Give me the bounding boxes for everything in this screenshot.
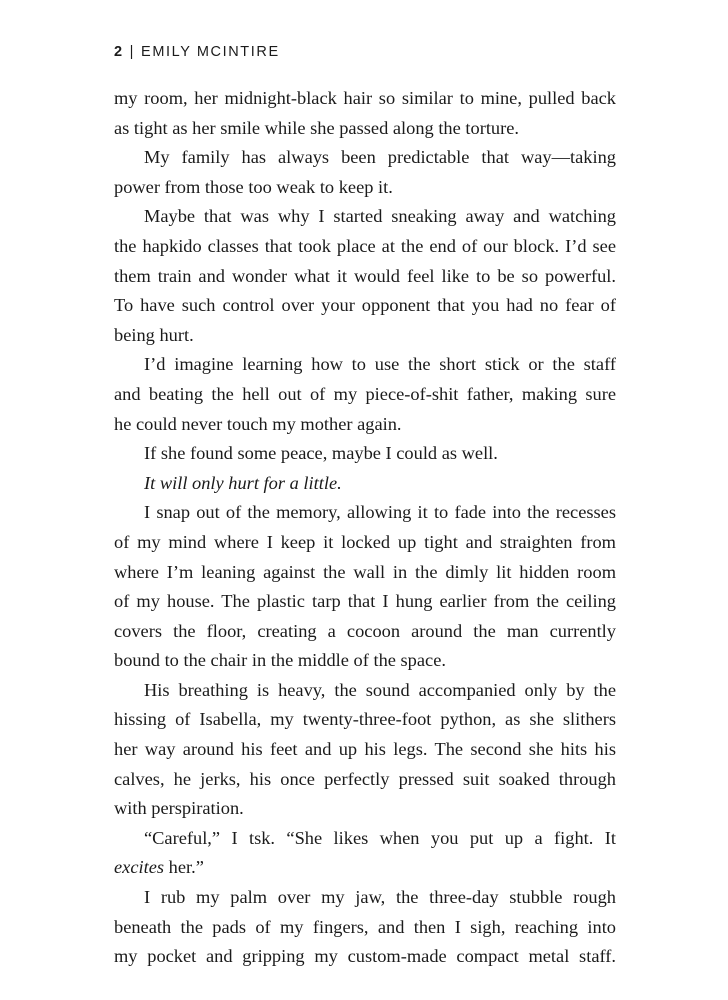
body-text [114,84,616,972]
italic-text-line: It will only hurt for a little. [144,472,342,493]
text-line: calves, he jerks, his once perfectly pressed suit soaked through [114,768,616,789]
text-line: he could never touch my mother again. [114,413,402,434]
text-line-with-emphasis [114,853,616,883]
text-line: my pocket and gripping my custom-made compact metal staff. [114,946,616,967]
text-fragment: her.” [164,857,204,878]
text-line: To have such control over your opponent that you had no fear of [114,295,616,316]
text-line: power from those too weak to keep it. [114,176,393,197]
text-line: beneath the pads of my fingers, and then I sigh, reaching into [114,916,616,937]
header-separator: | [129,44,136,60]
text-line: as tight as her smile while she passed along the torture. [114,117,520,138]
italic-emphasis: excites [114,857,165,878]
text-line: her way around his feet and up his legs. The second she hits his [114,739,616,760]
text-line: I rub my palm over my jaw, the three-day stubble rough [144,887,616,908]
text-line: bound to the chair in the middle of the space. [114,650,446,671]
author-name: EMILY MCINTIRE [141,44,280,60]
text-line: and beating the hell out of my piece-of-shit father, making sure [114,383,616,404]
text-line: If she found some peace, maybe I could as well. [144,443,498,464]
text-line: being hurt. [114,324,194,345]
running-head [114,44,280,60]
text-line: Maybe that was why I started sneaking away and watching [144,206,616,227]
text-line: covers the floor, creating a cocoon around the man currently [114,620,616,641]
text-line: I snap out of the memory, allowing it to fade into the recesses [144,502,616,523]
text-line: of my mind where I keep it locked up tight and straighten from [114,531,616,552]
text-line: of my house. The plastic tarp that I hung earlier from the ceiling [114,591,616,612]
text-line: them train and wonder what it would feel like to be so powerful. [114,265,616,286]
text-line: His breathing is heavy, the sound accompanied only by the [144,679,616,700]
text-line: hissing of Isabella, my twenty-three-foot python, as she slithers [114,709,616,730]
text-line: “Careful,” I tsk. “She likes when you put up a fight. It [144,827,616,848]
text-line: I’d imagine learning how to use the short stick or the staff [144,354,616,375]
text-line: the hapkido classes that took place at the end of our block. I’d see [114,235,616,256]
text-line: where I’m leaning against the wall in the dimly lit hidden room [114,561,616,582]
text-line: with perspiration. [114,798,244,819]
text-line: my room, her midnight-black hair so similar to mine, pulled back [114,88,616,108]
page-number: 2 [114,44,124,60]
text-line: My family has always been predictable that way—taking [144,147,616,168]
